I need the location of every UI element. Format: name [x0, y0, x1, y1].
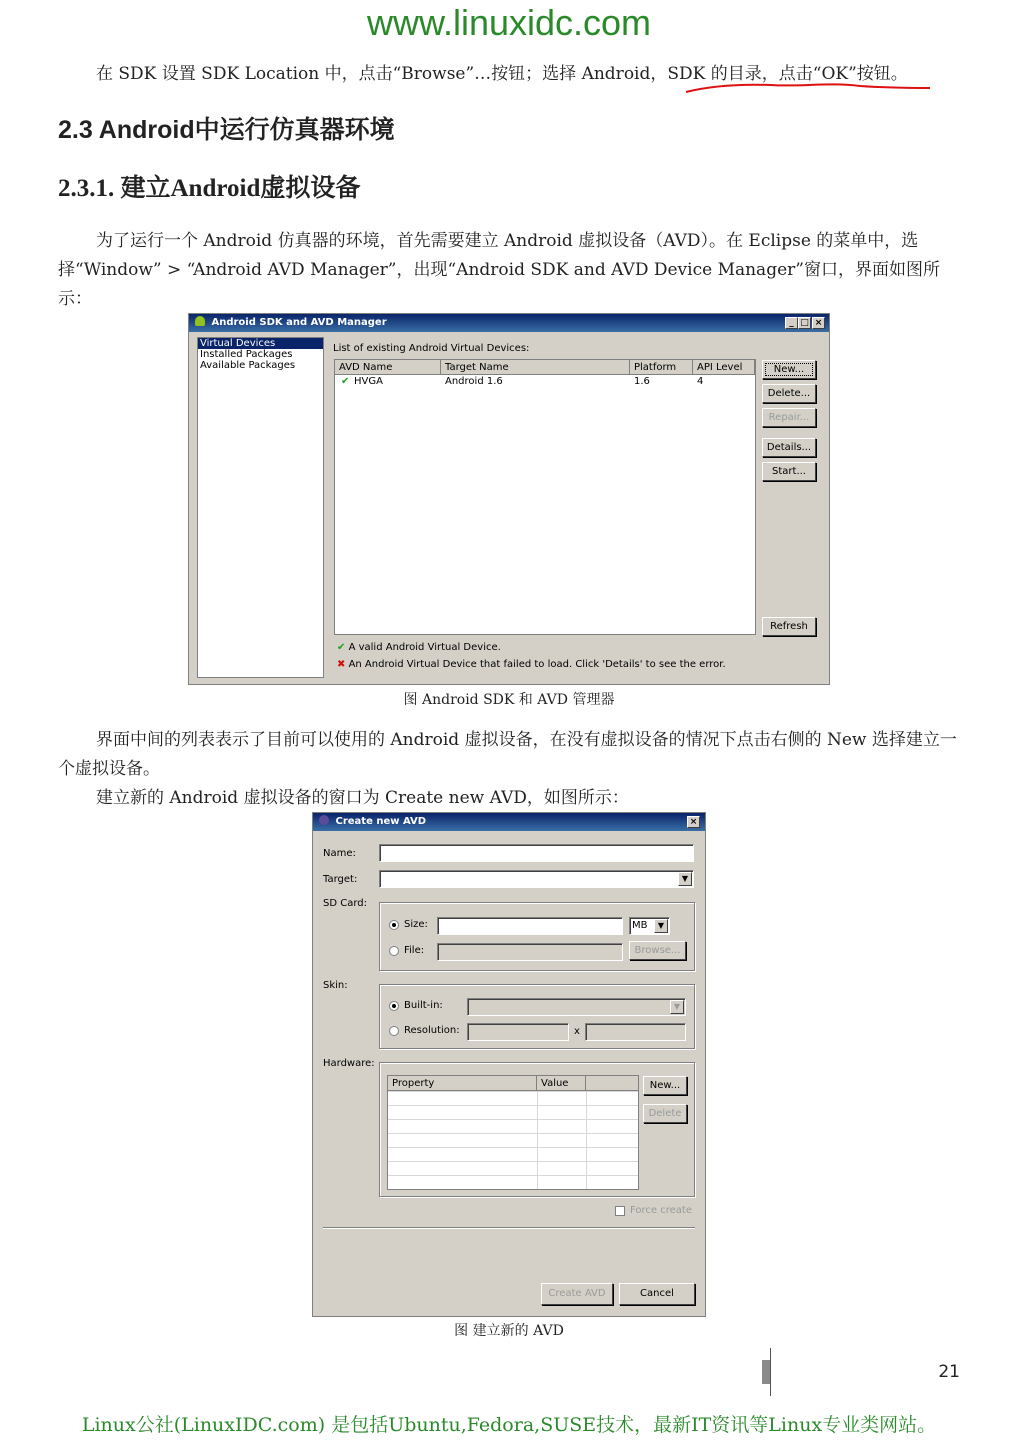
- name-label: Name:: [323, 848, 356, 859]
- column-divider: [586, 1091, 587, 1190]
- intro-text-part3: 。: [890, 64, 908, 84]
- avd-list-label: List of existing Android Virtual Devices:: [333, 343, 530, 354]
- legend-valid-text: A valid Android Virtual Device.: [348, 642, 501, 653]
- nav-item-available-packages[interactable]: Available Packages: [200, 360, 296, 371]
- file-radio[interactable]: [389, 946, 399, 956]
- nav-item-installed-packages[interactable]: Installed Packages: [200, 349, 293, 360]
- cancel-button[interactable]: Cancel: [619, 1283, 695, 1305]
- force-create-label: Force create: [630, 1205, 692, 1216]
- size-radio[interactable]: [389, 920, 399, 930]
- create-avd-button[interactable]: Create AVD: [541, 1283, 613, 1305]
- manager-nav-list: [197, 337, 324, 678]
- eclipse-icon: [319, 815, 329, 825]
- paragraph-avd-intro: 为了运行一个 Android 仿真器的环境，首先需要建立 Android 虚拟设备（AVD）。在 Eclipse 的菜单中，选择“Window” > “Android AVD Manager”，出现“Android SDK and AVD Device Manager”窗口，界面如图所示：: [58, 231, 940, 309]
- browse-button[interactable]: Browse...: [629, 941, 686, 960]
- builtin-label: Built-in:: [404, 1000, 443, 1011]
- intro-text-part2: SDK 的目录，点击“OK”按钮: [667, 64, 891, 84]
- legend-error: [337, 659, 726, 670]
- skin-label: Skin:: [323, 980, 348, 991]
- footer-text: Linux公社(LinuxIDC.com) 是包括Ubuntu,Fedora,SUSE技术，最新IT资讯等Linux专业类网站。: [81, 1414, 937, 1436]
- chevron-down-icon[interactable]: ▼: [678, 872, 692, 886]
- avd-manager-window: [188, 313, 830, 685]
- resolution-radio[interactable]: [389, 1026, 399, 1036]
- hardware-table: [387, 1075, 639, 1190]
- refresh-button[interactable]: Refresh: [762, 617, 816, 636]
- row-avd-name: HVGA: [354, 376, 383, 387]
- sdcard-group: [379, 902, 695, 971]
- create-avd-title: Create new AVD: [335, 816, 427, 827]
- resolution-height-input[interactable]: [585, 1023, 686, 1041]
- red-underline-annotation: [680, 78, 940, 98]
- skin-group: [379, 984, 695, 1049]
- builtin-radio[interactable]: [389, 1001, 399, 1011]
- column-value[interactable]: Value: [537, 1076, 586, 1091]
- valid-check-icon: ✔: [341, 376, 350, 387]
- hardware-new-button[interactable]: New...: [643, 1076, 687, 1095]
- minimize-icon[interactable]: _: [785, 317, 798, 329]
- target-select[interactable]: [379, 870, 694, 888]
- android-icon: [195, 316, 205, 326]
- intro-text-part1: 在 SDK 设置 SDK Location 中，点击“Browse”…按钮；选择 Android，: [96, 64, 668, 84]
- repair-avd-button[interactable]: Repair...: [762, 408, 816, 427]
- hardware-table-body: [388, 1091, 639, 1190]
- hardware-delete-button[interactable]: Delete: [643, 1104, 687, 1123]
- row-platform: 1.6: [634, 376, 650, 387]
- size-unit-select[interactable]: [629, 917, 670, 935]
- target-label: Target:: [323, 874, 358, 885]
- column-divider: [537, 1091, 538, 1190]
- avd-manager-title: Android SDK and AVD Manager: [211, 317, 387, 328]
- size-unit-value: MB: [632, 920, 648, 931]
- avd-table: [334, 359, 756, 635]
- name-input[interactable]: [379, 844, 694, 862]
- maximize-icon[interactable]: □: [798, 317, 811, 329]
- valid-check-icon: ✔: [337, 642, 346, 653]
- site-header: www.linuxidc.com: [366, 2, 652, 43]
- error-cross-icon: ✖: [337, 659, 346, 670]
- delete-avd-button[interactable]: Delete...: [762, 384, 816, 403]
- column-target-name[interactable]: Target Name: [441, 360, 630, 375]
- figure-caption-manager: 图 Android SDK 和 AVD 管理器: [403, 692, 615, 708]
- chevron-down-icon[interactable]: ▼: [654, 919, 668, 933]
- create-avd-dialog: [312, 812, 706, 1317]
- column-api-level[interactable]: API Level: [693, 360, 755, 375]
- page-marker: [762, 1360, 770, 1384]
- column-property[interactable]: Property: [388, 1076, 537, 1091]
- dialog-separator: [323, 1227, 695, 1229]
- legend-valid: [337, 642, 501, 653]
- figure-caption-create-avd: 图 建立新的 AVD: [454, 1323, 564, 1339]
- new-avd-button[interactable]: New...: [762, 360, 816, 379]
- hardware-label: Hardware:: [323, 1058, 375, 1069]
- resolution-label: Resolution:: [404, 1025, 460, 1036]
- column-blank[interactable]: [586, 1076, 639, 1091]
- start-avd-button[interactable]: Start...: [762, 462, 816, 481]
- file-input[interactable]: [437, 943, 623, 961]
- size-label: Size:: [404, 919, 428, 930]
- close-icon[interactable]: ×: [812, 317, 825, 329]
- sdcard-label: SD Card:: [323, 898, 367, 909]
- force-create-checkbox[interactable]: [615, 1206, 625, 1216]
- file-label: File:: [404, 945, 425, 956]
- row-target-name: Android 1.6: [445, 376, 503, 387]
- resolution-x-label: x: [574, 1026, 580, 1037]
- row-api-level: 4: [697, 376, 704, 387]
- page-number: 21: [938, 1362, 960, 1382]
- legend-error-text: An Android Virtual Device that failed to load. Click 'Details' to see the error.: [348, 659, 726, 670]
- chevron-down-icon[interactable]: ▼: [670, 1000, 684, 1014]
- resolution-width-input[interactable]: [467, 1023, 569, 1041]
- page-number-divider: [770, 1348, 771, 1396]
- close-icon[interactable]: ×: [687, 816, 700, 828]
- table-row[interactable]: [335, 376, 755, 388]
- builtin-skin-select[interactable]: [467, 998, 686, 1016]
- section-heading: 2.3 Android中运行仿真器环境: [58, 116, 395, 144]
- subsection-heading: 2.3.1. 建立Android虚拟设备: [58, 175, 361, 202]
- paragraph-list-explanation: 界面中间的列表表示了目前可以使用的 Android 虚拟设备，在没有虚拟设备的情况下点击右侧的 New 选择建立一个虚拟设备。: [58, 730, 957, 779]
- nav-item-virtual-devices[interactable]: Virtual Devices: [198, 338, 323, 349]
- details-avd-button[interactable]: Details...: [762, 438, 816, 457]
- column-avd-name[interactable]: AVD Name: [335, 360, 441, 375]
- hardware-group: [379, 1062, 695, 1197]
- column-platform[interactable]: Platform: [630, 360, 693, 375]
- paragraph-create-avd-intro: 建立新的 Android 虚拟设备的窗口为 Create new AVD，如图所示：: [96, 788, 629, 808]
- avd-manager-titlebar: [189, 314, 829, 332]
- create-avd-titlebar: [313, 813, 705, 831]
- size-input[interactable]: [437, 917, 623, 935]
